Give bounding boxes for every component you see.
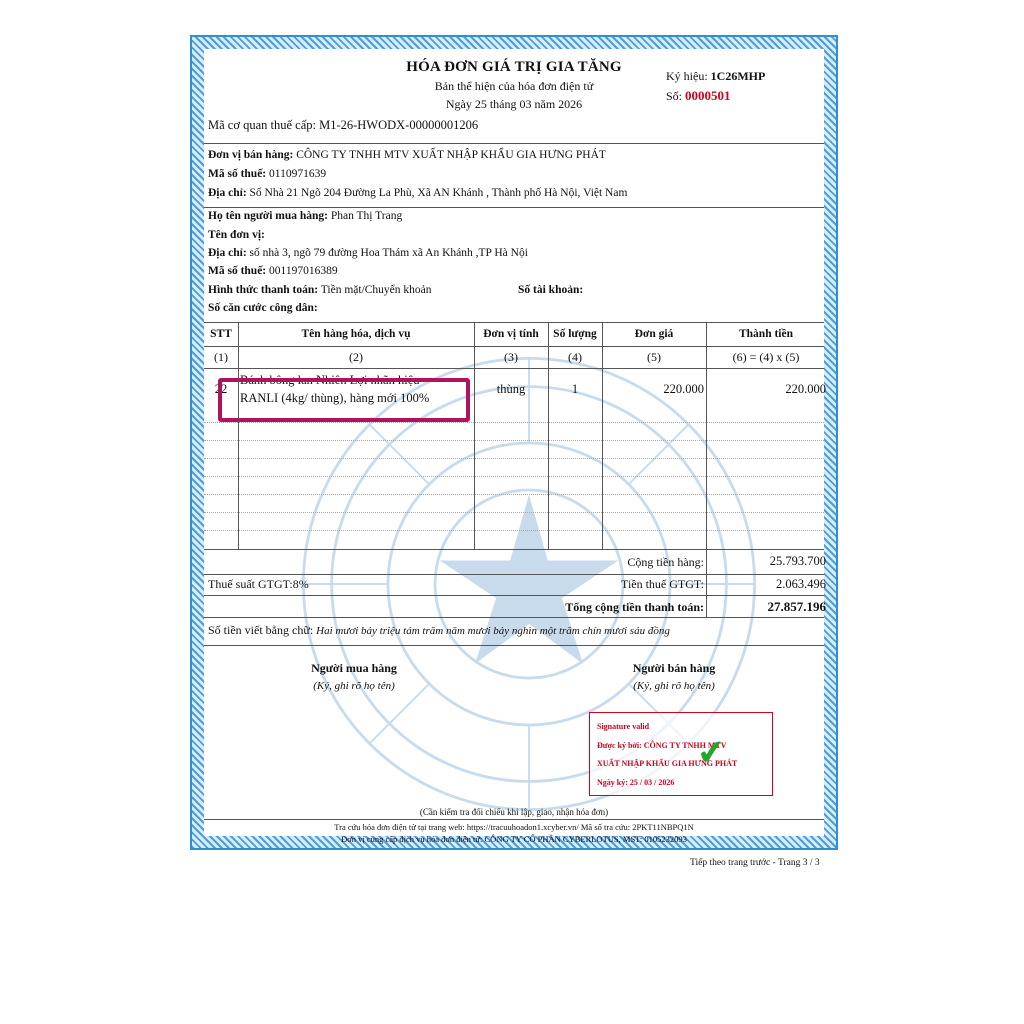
table-number-border <box>204 368 824 369</box>
row-stt: 22 <box>214 382 228 396</box>
words-value: Hai mươi bảy triệu tám trăm năm mươi bảy nghìn một trăm chín mươi sáu đồng <box>316 625 670 637</box>
highlight-box <box>218 378 470 422</box>
seller-name-value: CÔNG TY TNHH MTV XUẤT NHẬP KHẨU GIA HƯNG PHÁT <box>296 149 606 161</box>
col-number: (3) <box>504 350 518 364</box>
table-body-border <box>204 549 824 550</box>
vat-value: 2.063.496 <box>776 577 826 591</box>
col-number: (5) <box>647 350 661 364</box>
buyer-name <box>208 210 402 222</box>
row-price: 220.000 <box>663 382 704 396</box>
subtotal-label: Cộng tiền hàng: <box>627 555 704 569</box>
col-header-name: Tên hàng hóa, dịch vụ <box>301 328 411 340</box>
row-amount: 220.000 <box>785 382 826 396</box>
buyer-unit-label: Tên đơn vị: <box>208 229 265 241</box>
buyer-address-label: Địa chỉ: <box>208 247 247 259</box>
subtotal-value: 25.793.700 <box>769 554 826 568</box>
footer-lookup: Tra cứu hóa đơn điện tử tại trang web: https://tracuuhoadon1.xcyber.vn/ Mã số tra cứu: 2PKT11NBPQ1N <box>334 822 694 832</box>
invoice-subtitle: Bản thể hiện của hóa đơn điện tử <box>434 79 594 93</box>
invoice-frame <box>190 35 838 850</box>
divider <box>204 207 824 208</box>
seller-tax-value: 0110971639 <box>269 168 327 180</box>
col-header-stt: STT <box>210 328 232 340</box>
buyer-name-label: Họ tên người mua hàng: <box>208 210 328 222</box>
invoice-body <box>204 49 826 844</box>
buyer-tax-label: Mã số thuế: <box>208 265 267 277</box>
number-value: 0000501 <box>685 88 731 103</box>
tax-authority-code: Mã cơ quan thuế cấp: M1-26-HWODX-00000001206 <box>208 118 479 132</box>
col-number: (1) <box>214 350 228 364</box>
signature-stamp <box>589 712 773 796</box>
buyer-sign-title: Người mua hàng <box>311 661 397 675</box>
seller-name-label: Đơn vị bán hàng: <box>208 149 294 161</box>
seller-tax <box>208 168 326 180</box>
vat-label: Tiền thuế GTGT: <box>621 577 704 591</box>
stamp-company: XUẤT NHẬP KHẨU GIA HƯNG PHÁT <box>597 759 738 768</box>
seller-address-label: Địa chỉ: <box>208 187 247 199</box>
payment-value: Tiền mặt/Chuyển khoản <box>320 284 432 296</box>
seller-sign-note: (Ký, ghi rõ họ tên) <box>633 680 715 692</box>
seller-tax-label: Mã số thuế: <box>208 168 267 180</box>
checkmark-icon: ✔ <box>694 731 728 775</box>
words-label: Số tiền viết bằng chữ: <box>208 623 314 637</box>
account-label: Số tài khoản: <box>518 284 584 296</box>
row-unit: thùng <box>496 382 526 396</box>
table-top-border <box>204 322 824 323</box>
seller-address-value: Số Nhà 21 Ngõ 204 Đường La Phù, Xã AN Khánh , Thành phố Hà Nội, Việt Nam <box>249 187 628 199</box>
table-header-border <box>204 346 824 347</box>
col-header-amount: Thành tiền <box>738 328 793 340</box>
invoice-symbol <box>666 69 765 84</box>
divider <box>204 143 824 144</box>
amount-in-words <box>208 623 670 638</box>
buyer-sign-note: (Ký, ghi rõ họ tên) <box>313 680 395 692</box>
seller-address <box>208 187 627 199</box>
stamp-valid: Signature valid <box>597 722 650 731</box>
total-value: 27.857.196 <box>767 599 826 614</box>
col-header-qty: Số lượng <box>553 328 597 340</box>
row-name-line1: Bánh bông lan Nhiên Lợi nhãn hiệu <box>240 373 420 387</box>
stamp-date: Ngày ký: 25 / 03 / 2026 <box>597 778 675 787</box>
buyer-address <box>208 247 528 259</box>
row-name-line2: RANLI (4kg/ thùng), hàng mới 100% <box>240 391 430 405</box>
symbol-label: Ký hiệu: <box>666 69 708 83</box>
vat-rate: Thuế suất GTGT:8% <box>208 577 309 591</box>
payment-label: Hình thức thanh toán: <box>208 284 319 296</box>
invoice-date: Ngày 25 tháng 03 năm 2026 <box>445 97 583 111</box>
footer-provider: Đơn vị cung cấp dịch vụ hóa đơn điện tử: CÔNG TY CỔ PHẦN CYBERLOTUS, MST: 0105232093 <box>341 834 687 844</box>
col-number: (2) <box>349 350 363 364</box>
col-number: (4) <box>568 350 582 364</box>
seller-sign-title: Người bán hàng <box>632 661 716 675</box>
number-label: Số: <box>666 89 683 103</box>
invoice-number <box>666 88 731 104</box>
col-number: (6) = (4) x (5) <box>732 350 800 364</box>
seller-name <box>208 149 606 161</box>
buyer-tax <box>208 265 338 277</box>
symbol-value: 1C26MHP <box>710 69 766 83</box>
stamp-signed-by: Được ký bởi: CÔNG TY TNHH MTV <box>597 741 727 750</box>
row-qty: 1 <box>571 382 579 396</box>
total-label: Tổng cộng tiền thanh toán: <box>565 600 704 614</box>
payment-method <box>208 284 432 296</box>
buyer-name-value: Phan Thị Trang <box>330 210 403 222</box>
page-indicator: Tiếp theo trang trước - Trang 3 / 3 <box>690 858 820 868</box>
footer-check-note: (Cần kiểm tra đối chiếu khi lập, giao, nhận hóa đơn) <box>419 807 609 817</box>
col-header-unit: Đơn vị tính <box>483 328 539 340</box>
id-label: Số căn cước công dân: <box>208 302 318 314</box>
buyer-address-value: số nhà 3, ngõ 79 đường Hoa Thám xã An Khánh ,TP Hà Nội <box>249 247 528 259</box>
col-header-price: Đơn giá <box>634 328 674 340</box>
invoice-title: HÓA ĐƠN GIÁ TRỊ GIA TĂNG <box>406 59 622 75</box>
buyer-tax-value: 001197016389 <box>269 265 338 277</box>
